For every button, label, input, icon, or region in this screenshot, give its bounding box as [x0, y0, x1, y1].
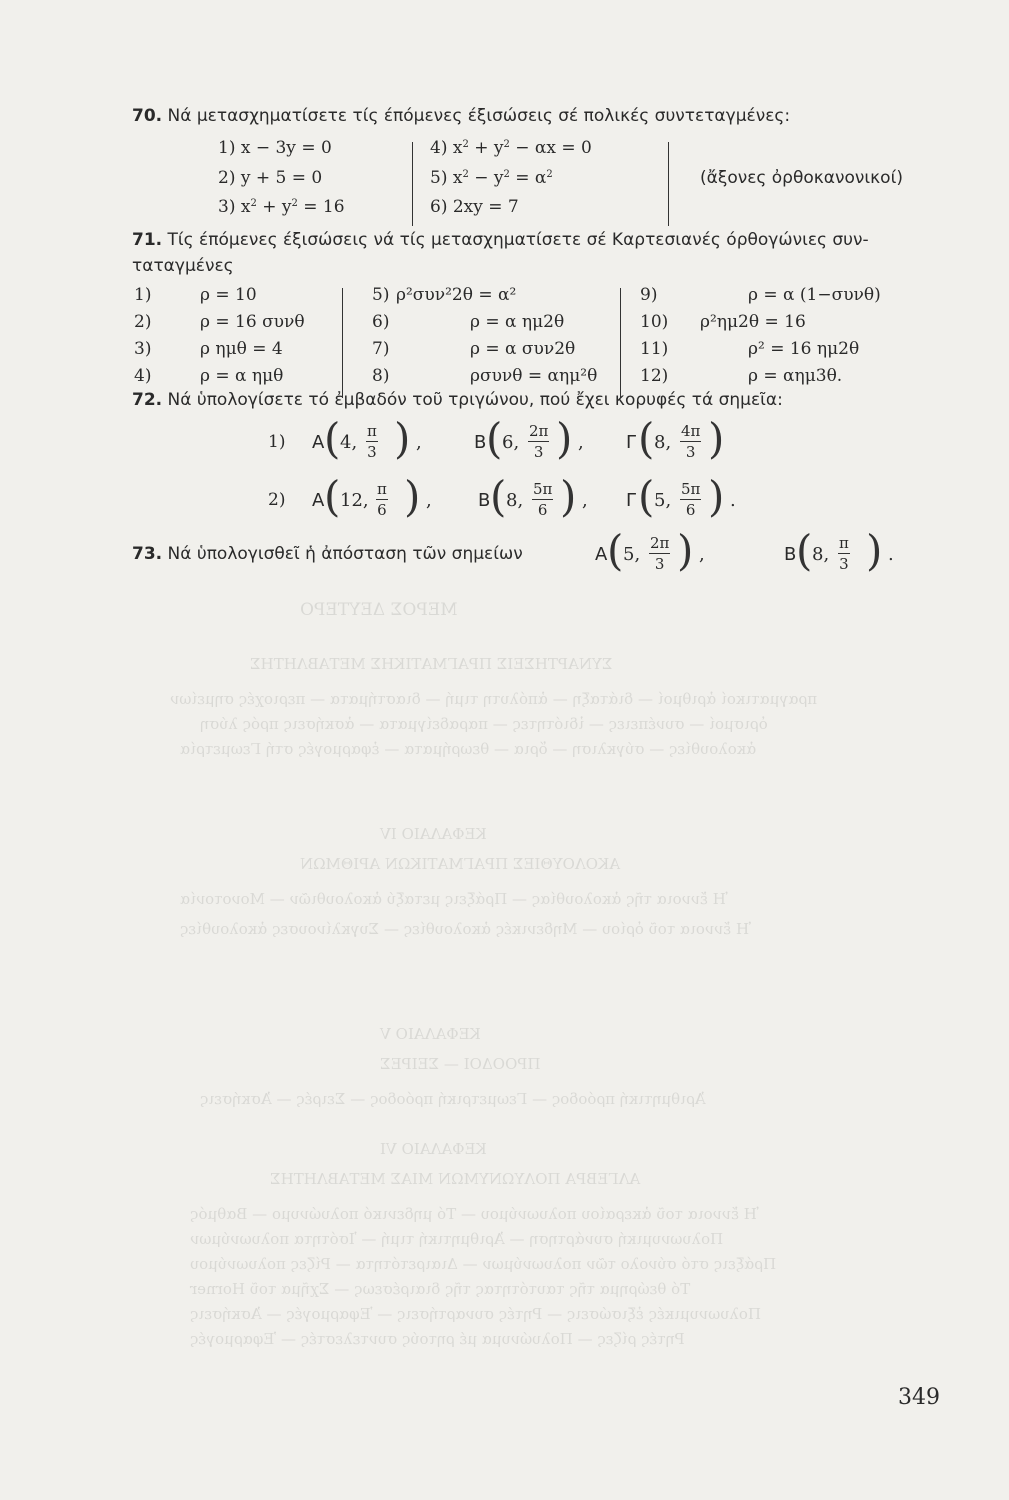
angle-fraction: [649, 534, 670, 573]
fraction-denominator: 3: [367, 443, 377, 461]
page-number: 349: [898, 1385, 940, 1410]
exercise-72-heading: [132, 390, 783, 410]
separator: ,: [699, 544, 705, 565]
angle-fraction: [838, 534, 850, 573]
fraction-numerator: π: [839, 534, 849, 552]
exercise-73-heading: [132, 544, 523, 564]
equation-number: 2): [134, 312, 152, 332]
column-divider: [668, 142, 669, 226]
point-radius: 6,: [502, 432, 520, 453]
exercise-71-heading: [132, 230, 869, 250]
exercise-number: 72.: [132, 390, 163, 410]
bleed-through-line: Πολυωνυμικές ἐξισώσεις — Ρητές συναρτήσεις — Ἐφαρμογές — Ἀσκήσεις: [190, 1305, 761, 1323]
column-divider: [342, 288, 343, 398]
right-parenthesis: ): [404, 472, 421, 521]
equation: ρ = αημ3θ.: [748, 366, 843, 386]
left-parenthesis: (: [638, 414, 655, 463]
separator: .: [888, 544, 894, 565]
angle-fraction: [532, 480, 553, 519]
separator: ,: [578, 432, 584, 453]
left-parenthesis: (: [324, 414, 341, 463]
equation: ρ² = 16 ημ2θ: [748, 339, 860, 359]
equation-5: 5) $x^2 - y^2 = \alpha^2$: [430, 168, 553, 188]
right-parenthesis: ): [394, 414, 411, 463]
fraction-denominator: 3: [533, 443, 544, 461]
equation: ρ = 16 συνθ: [200, 312, 305, 332]
separator: ,: [582, 490, 588, 511]
equation: ρ ημθ = 4: [200, 339, 283, 359]
point-name: B: [784, 544, 797, 565]
bleed-through-line: Ἡ ἔννοια τοῦ ἀκεραίου πολυωνύμου — Τό μηδενικό πολυώνυμο — Βαθμός: [190, 1205, 759, 1223]
right-parenthesis: ): [556, 414, 573, 463]
equation: ρ²συν²2θ = α²: [396, 285, 517, 305]
item-label: 1): [268, 432, 286, 452]
point-radius: 8,: [506, 490, 524, 511]
left-parenthesis: (: [324, 472, 341, 521]
point-radius: 5,: [654, 490, 672, 511]
angle-fraction: [528, 422, 549, 461]
separator: ,: [416, 432, 422, 453]
column-divider: [620, 288, 621, 398]
column-divider: [412, 142, 413, 226]
equation: ρ²ημ2θ = 16: [700, 312, 806, 332]
exercise-text: Νά ὑπολογίσετε τό ἐμβαδόν τοῦ τριγώνου, πού ἔχει κορυφές τά σημεῖα:: [167, 390, 783, 410]
point-name: B: [474, 432, 487, 453]
bleed-through-line: Πράξεις στό σύνολο τῶν πολυωνύμων — Διαιρετότητα — Ρίζες πολυωνύμου: [190, 1255, 777, 1273]
bleed-through-heading: ΑΚΟΛΟΥΘΙΕΣ ΠΡΑΓΜΑΤΙΚΩΝ ΑΡΙΘΜΩΝ: [300, 855, 621, 873]
equation: ρ = α (1−συνθ): [748, 285, 881, 305]
fraction-numerator: 4π: [681, 422, 701, 440]
angle-fraction: [376, 480, 388, 519]
equation-number: 6): [372, 312, 390, 332]
point-radius: 4,: [340, 432, 358, 453]
fraction-denominator: 3: [654, 555, 665, 573]
equation: ρ = α συν2θ: [470, 339, 576, 359]
fraction-denominator: 3: [685, 443, 696, 461]
bleed-through-heading: ΣΥΝΑΡΤΗΣΕΙΣ ΠΡΑΓΜΑΤΙΚΗΣ ΜΕΤΑΒΛΗΤΗΣ: [250, 655, 613, 673]
equation: ρ = α ημ2θ: [470, 312, 565, 332]
bleed-through-line: ὁρισμοί — συνέπειες — ἰδιότητες — παραδείγματα — ἀσκήσεις πρός λύση: [200, 715, 768, 733]
exercise-text: Τίς έπόμενες έξισώσεις νά τίς μετασχηματίσετε σέ Καρτεσιανές όρθογώνιες συν-: [167, 230, 869, 250]
equation-1: 1) x − 3y = 0: [218, 138, 332, 158]
equation-number: 3): [134, 339, 152, 359]
right-parenthesis: ): [560, 472, 577, 521]
bleed-through-line: Ἀριθμητική πρόοδος — Γεωμετρική πρόοδος — Σειρές — Ἀσκήσεις: [200, 1090, 706, 1108]
axes-note: (ἄξονες ὀρθοκανονικοί): [700, 168, 903, 188]
equation-number: 8): [372, 366, 390, 386]
right-parenthesis: ): [708, 414, 725, 463]
equation: ρ = 10: [200, 285, 257, 305]
bleed-through-heading: ΚΕΦΑΛΑΙΟ IV: [380, 825, 487, 843]
bleed-through-line: Τό θεώρημα τῆς ταυτότητας τῆς διαιρέσεως — Σχῆμα τοῦ Horner: [190, 1280, 691, 1298]
equation: ρ = α ημθ: [200, 366, 284, 386]
bleed-through-line: Πολυωνυμική συνάρτηση — Ἀριθμητική τιμή — Ἰσότητα πολυωνύμων: [190, 1230, 724, 1248]
equation: ρσυνθ = αημ²θ: [470, 366, 598, 386]
fraction-numerator: 5π: [681, 480, 701, 498]
bleed-through-heading: ΚΕΦΑΛΑΙΟ VI: [380, 1140, 487, 1158]
point-name: A: [312, 490, 325, 511]
point-name: B: [478, 490, 491, 511]
left-parenthesis: (: [607, 526, 624, 575]
point-radius: 8,: [654, 432, 672, 453]
exercise-number: 73.: [132, 544, 163, 564]
equation-number: 9): [640, 285, 658, 305]
fraction-numerator: 2π: [650, 534, 670, 552]
bleed-through-line: ἀκολουθίες — σύγκλιση — ὅρια — θεωρήματα — ἐφαρμογές στή Γεωμετρία: [180, 740, 757, 758]
point-name: Γ: [626, 490, 637, 511]
equation-number: 10): [640, 312, 669, 332]
fraction-denominator: 6: [377, 501, 387, 519]
equation-number: 4): [134, 366, 152, 386]
left-parenthesis: (: [796, 526, 813, 575]
exercise-70-heading: [132, 106, 790, 126]
right-parenthesis: ): [708, 472, 725, 521]
equation-6: 6) 2xy = 7: [430, 197, 519, 217]
item-label: 2): [268, 490, 286, 510]
point-name: Γ: [626, 432, 637, 453]
equation-3: 3) $x^2 + y^2 = 16$: [218, 197, 345, 217]
bleed-through-line: Ἡ ἔννοια τοῦ ὁρίου — Μηδενικές ἀκολουθίες — Συγκλίνουσες ἀκολουθίες: [180, 920, 751, 938]
equation-4: 4) $x^2 + y^2 - \alpha x = 0$: [430, 138, 592, 158]
exercise-number: 70.: [132, 106, 163, 126]
equation-number: 7): [372, 339, 390, 359]
point-radius: 12,: [340, 490, 369, 511]
equation-2: 2) y + 5 = 0: [218, 168, 323, 188]
fraction-numerator: 5π: [533, 480, 553, 498]
exercise-text: Νά ὑπολογισθεῖ ἡ ἀπόσταση τῶν σημείων: [167, 544, 523, 564]
exercise-number: 71.: [132, 230, 163, 250]
equation-number: 11): [640, 339, 669, 359]
bleed-through-heading: ΠΡΟΟΔΟΙ — ΣΕΙΡΕΣ: [380, 1055, 541, 1073]
point-radius: 8,: [812, 544, 830, 565]
fraction-numerator: π: [377, 480, 387, 498]
equation-number: 1): [134, 285, 152, 305]
fraction-numerator: π: [367, 422, 377, 440]
left-parenthesis: (: [638, 472, 655, 521]
bleed-through-heading: ΚΕΦΑΛΑΙΟ V: [380, 1025, 481, 1043]
equation-number: 12): [640, 366, 669, 386]
fraction-numerator: 2π: [529, 422, 549, 440]
angle-fraction: [680, 422, 701, 461]
bleed-through-heading: ΜΕΡΟΣ ΔΕΥΤΕΡΟ: [300, 600, 458, 620]
fraction-denominator: 3: [839, 555, 849, 573]
bleed-through-line: Ἡ ἔννοια τῆς ἀκολουθίας — Πράξεις μεταξύ ἀκολουθιῶν — Μονοτονία: [180, 890, 728, 908]
left-parenthesis: (: [490, 472, 507, 521]
point-name: A: [312, 432, 325, 453]
bleed-through-line: Ρητές ρίζες — Πολυώνυμα μέ ρητούς συντελεστές — Ἐφαρμογές: [190, 1330, 685, 1348]
angle-fraction: [680, 480, 701, 519]
separator: ,: [426, 490, 432, 511]
angle-fraction: [366, 422, 378, 461]
equation-number: 5): [372, 285, 390, 305]
left-parenthesis: (: [486, 414, 503, 463]
right-parenthesis: ): [677, 526, 694, 575]
point-radius: 5,: [623, 544, 641, 565]
point-name: A: [595, 544, 608, 565]
bleed-through-line: πραγματικοί ἀριθμοί — διάταξη — ἀπόλυτη τιμή — διαστήματα — περιοχές σημείων: [170, 690, 818, 708]
fraction-denominator: 6: [537, 501, 548, 519]
fraction-denominator: 6: [685, 501, 696, 519]
exercise-text: Νά μετασχηματίσετε τίς έπόμενες έξισώσεις σέ πολικές συντεταγμένες:: [167, 106, 791, 126]
bleed-through-heading: ΑΛΓΕΒΡΑ ΠΟΛΥΩΝΥΜΩΝ ΜΙΑΣ ΜΕΤΑΒΛΗΤΗΣ: [270, 1170, 641, 1188]
right-parenthesis: ): [866, 526, 883, 575]
exercise-text-continuation: ταταγμένες: [132, 256, 234, 276]
separator: .: [730, 490, 736, 511]
